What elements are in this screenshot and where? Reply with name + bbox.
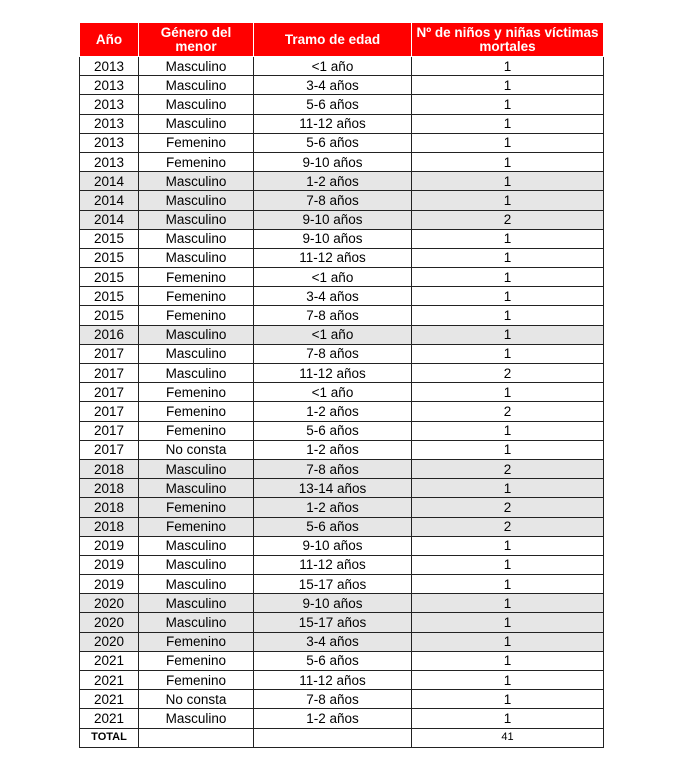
cell-year: 2021 [80, 709, 139, 728]
cell-gender: Masculino [139, 95, 254, 114]
cell-age-range: 9-10 años [254, 594, 412, 613]
table-row [80, 76, 604, 95]
cell-gender: Femenino [139, 651, 254, 670]
table-row [80, 555, 604, 574]
cell-gender: Masculino [139, 114, 254, 133]
cell-age-range: 11-12 años [254, 114, 412, 133]
cell-year: 2021 [80, 651, 139, 670]
cell-count: 1 [412, 76, 604, 95]
table-row [80, 536, 604, 555]
cell-year: 2015 [80, 268, 139, 287]
cell-year: 2019 [80, 575, 139, 594]
cell-count: 1 [412, 57, 604, 76]
table-row [80, 402, 604, 421]
cell-count: 1 [412, 440, 604, 459]
cell-gender: No consta [139, 440, 254, 459]
cell-gender: Masculino [139, 479, 254, 498]
table-row [80, 632, 604, 651]
cell-year: 2013 [80, 76, 139, 95]
cell-age-range: 9-10 años [254, 536, 412, 555]
cell-age-range: 7-8 años [254, 191, 412, 210]
cell-count: 1 [412, 287, 604, 306]
cell-count: 1 [412, 632, 604, 651]
cell-gender: Masculino [139, 57, 254, 76]
table-row [80, 229, 604, 248]
cell-gender: Femenino [139, 383, 254, 402]
table-row [80, 95, 604, 114]
cell-year: 2015 [80, 229, 139, 248]
cell-gender: Masculino [139, 575, 254, 594]
cell-year: 2019 [80, 536, 139, 555]
table-row [80, 479, 604, 498]
header-row [80, 23, 604, 57]
cell-year: 2015 [80, 248, 139, 267]
table-row [80, 440, 604, 459]
cell-age-range: 9-10 años [254, 152, 412, 171]
table-row [80, 594, 604, 613]
header-age-range: Tramo de edad [254, 23, 412, 57]
table-row [80, 191, 604, 210]
cell-count: 1 [412, 191, 604, 210]
table-row [80, 383, 604, 402]
cell-year: 2013 [80, 95, 139, 114]
table-row [80, 287, 604, 306]
cell-count: 2 [412, 498, 604, 517]
table-row [80, 575, 604, 594]
cell-year: 2017 [80, 344, 139, 363]
cell-age-range: <1 año [254, 383, 412, 402]
cell-gender: Masculino [139, 210, 254, 229]
cell-age-range: 13-14 años [254, 479, 412, 498]
table-row [80, 517, 604, 536]
table-row [80, 651, 604, 670]
total-empty-age [254, 728, 412, 747]
table-row [80, 172, 604, 191]
table-row [80, 306, 604, 325]
table-row [80, 344, 604, 363]
cell-year: 2014 [80, 210, 139, 229]
cell-year: 2018 [80, 479, 139, 498]
cell-year: 2017 [80, 364, 139, 383]
cell-gender: Masculino [139, 344, 254, 363]
cell-gender: Masculino [139, 191, 254, 210]
cell-year: 2014 [80, 191, 139, 210]
cell-gender: Masculino [139, 172, 254, 191]
cell-gender: Masculino [139, 555, 254, 574]
table-row [80, 498, 604, 517]
table-row [80, 671, 604, 690]
cell-age-range: 5-6 años [254, 517, 412, 536]
cell-gender: Femenino [139, 287, 254, 306]
cell-count: 2 [412, 517, 604, 536]
cell-count: 1 [412, 690, 604, 709]
cell-count: 1 [412, 536, 604, 555]
table-row [80, 421, 604, 440]
cell-gender: Masculino [139, 459, 254, 478]
cell-count: 1 [412, 306, 604, 325]
cell-age-range: 11-12 años [254, 555, 412, 574]
table-row [80, 364, 604, 383]
cell-age-range: 5-6 años [254, 95, 412, 114]
cell-year: 2016 [80, 325, 139, 344]
cell-count: 1 [412, 421, 604, 440]
cell-count: 2 [412, 402, 604, 421]
cell-year: 2018 [80, 517, 139, 536]
cell-gender: Femenino [139, 498, 254, 517]
cell-count: 1 [412, 651, 604, 670]
cell-gender: Femenino [139, 632, 254, 651]
cell-year: 2013 [80, 114, 139, 133]
cell-count: 1 [412, 152, 604, 171]
cell-count: 1 [412, 133, 604, 152]
cell-age-range: 11-12 años [254, 671, 412, 690]
cell-year: 2014 [80, 172, 139, 191]
cell-age-range: 7-8 años [254, 690, 412, 709]
cell-age-range: 7-8 años [254, 344, 412, 363]
cell-age-range: 15-17 años [254, 613, 412, 632]
cell-gender: Masculino [139, 229, 254, 248]
cell-gender: Femenino [139, 133, 254, 152]
total-row [80, 728, 604, 747]
cell-count: 1 [412, 248, 604, 267]
cell-count: 1 [412, 613, 604, 632]
cell-count: 1 [412, 479, 604, 498]
cell-age-range: 3-4 años [254, 632, 412, 651]
cell-age-range: 1-2 años [254, 440, 412, 459]
cell-count: 1 [412, 268, 604, 287]
table-row [80, 268, 604, 287]
table-row [80, 133, 604, 152]
cell-count: 1 [412, 172, 604, 191]
cell-count: 2 [412, 364, 604, 383]
cell-age-range: 1-2 años [254, 709, 412, 728]
table-row [80, 248, 604, 267]
cell-age-range: 7-8 años [254, 459, 412, 478]
cell-age-range: 9-10 años [254, 210, 412, 229]
cell-age-range: 7-8 años [254, 306, 412, 325]
cell-year: 2017 [80, 440, 139, 459]
cell-gender: Femenino [139, 268, 254, 287]
cell-year: 2017 [80, 421, 139, 440]
cell-gender: Masculino [139, 613, 254, 632]
victims-table [79, 22, 604, 748]
cell-gender: Masculino [139, 536, 254, 555]
cell-gender: Masculino [139, 709, 254, 728]
cell-count: 1 [412, 95, 604, 114]
cell-age-range: 5-6 años [254, 651, 412, 670]
cell-gender: Masculino [139, 248, 254, 267]
cell-year: 2017 [80, 402, 139, 421]
cell-gender: Femenino [139, 671, 254, 690]
cell-year: 2013 [80, 57, 139, 76]
cell-count: 1 [412, 325, 604, 344]
cell-year: 2013 [80, 152, 139, 171]
header-gender: Género del menor [139, 23, 254, 57]
table-row [80, 114, 604, 133]
cell-count: 2 [412, 459, 604, 478]
cell-age-range: <1 año [254, 268, 412, 287]
cell-age-range: 1-2 años [254, 498, 412, 517]
cell-gender: Masculino [139, 364, 254, 383]
table-row [80, 613, 604, 632]
cell-age-range: 5-6 años [254, 421, 412, 440]
table-row [80, 709, 604, 728]
total-label: TOTAL [80, 728, 139, 747]
total-count: 41 [412, 728, 604, 747]
cell-count: 1 [412, 671, 604, 690]
cell-year: 2015 [80, 287, 139, 306]
cell-gender: Masculino [139, 594, 254, 613]
cell-year: 2020 [80, 613, 139, 632]
cell-count: 1 [412, 594, 604, 613]
cell-count: 1 [412, 344, 604, 363]
cell-year: 2020 [80, 594, 139, 613]
cell-age-range: 3-4 años [254, 287, 412, 306]
cell-count: 1 [412, 229, 604, 248]
cell-age-range: 3-4 años [254, 76, 412, 95]
cell-count: 1 [412, 555, 604, 574]
cell-count: 1 [412, 383, 604, 402]
cell-year: 2018 [80, 498, 139, 517]
cell-age-range: 11-12 años [254, 248, 412, 267]
cell-year: 2015 [80, 306, 139, 325]
cell-gender: Femenino [139, 306, 254, 325]
cell-gender: Femenino [139, 421, 254, 440]
cell-age-range: 11-12 años [254, 364, 412, 383]
table-body [80, 57, 604, 729]
cell-gender: Masculino [139, 325, 254, 344]
cell-age-range: 9-10 años [254, 229, 412, 248]
cell-count: 1 [412, 709, 604, 728]
cell-age-range: <1 año [254, 57, 412, 76]
cell-count: 1 [412, 575, 604, 594]
cell-gender: Femenino [139, 517, 254, 536]
cell-count: 2 [412, 210, 604, 229]
table-row [80, 57, 604, 76]
cell-year: 2019 [80, 555, 139, 574]
cell-year: 2020 [80, 632, 139, 651]
cell-year: 2018 [80, 459, 139, 478]
cell-gender: No consta [139, 690, 254, 709]
cell-age-range: 15-17 años [254, 575, 412, 594]
cell-year: 2013 [80, 133, 139, 152]
header-year: Año [80, 23, 139, 57]
cell-year: 2021 [80, 690, 139, 709]
cell-year: 2017 [80, 383, 139, 402]
cell-age-range: 5-6 años [254, 133, 412, 152]
header-victim-count: Nº de niños y niñas víctimas mortales [412, 23, 604, 57]
cell-year: 2021 [80, 671, 139, 690]
cell-gender: Masculino [139, 76, 254, 95]
table-row [80, 152, 604, 171]
cell-age-range: 1-2 años [254, 402, 412, 421]
table-row [80, 690, 604, 709]
cell-gender: Femenino [139, 152, 254, 171]
cell-age-range: <1 año [254, 325, 412, 344]
cell-count: 1 [412, 114, 604, 133]
cell-gender: Femenino [139, 402, 254, 421]
table-row [80, 325, 604, 344]
table-row [80, 459, 604, 478]
total-empty-gender [139, 728, 254, 747]
cell-age-range: 1-2 años [254, 172, 412, 191]
table-row [80, 210, 604, 229]
